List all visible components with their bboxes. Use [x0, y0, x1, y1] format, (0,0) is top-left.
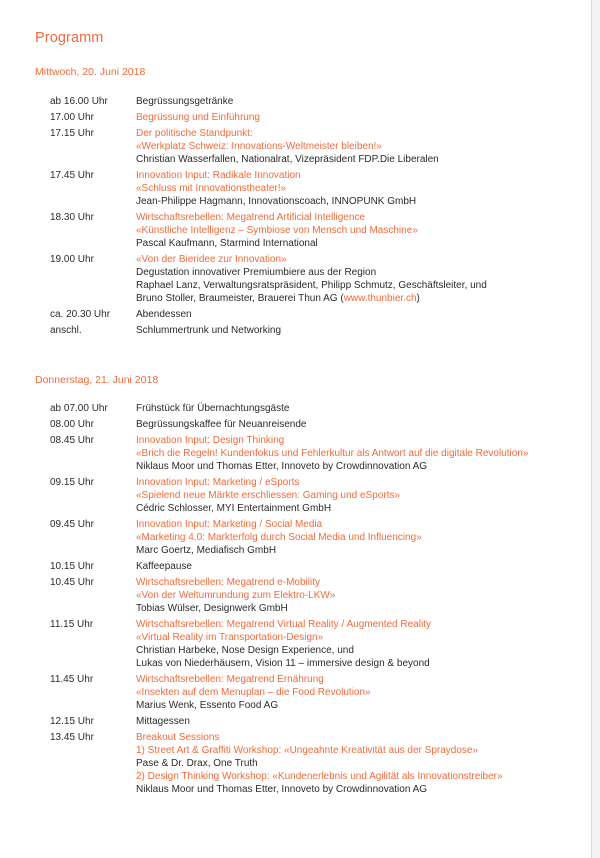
line-text: Wirtschaftsrebellen: Megatrend Artificial Intelligence: [136, 212, 365, 223]
schedule-thursday: [0, 402, 591, 796]
session-title: [136, 182, 576, 195]
session-title: [136, 770, 576, 783]
schedule-row: [0, 518, 591, 557]
schedule-row: [0, 211, 591, 250]
schedule-content: [136, 402, 576, 415]
session-title: [136, 140, 576, 153]
line-text: Marius Wenk, Essento Food AG: [136, 700, 279, 711]
session-detail: [136, 715, 576, 728]
session-title: [136, 618, 576, 631]
schedule-content: [136, 324, 576, 337]
schedule-content: [136, 518, 576, 557]
session-title: [136, 744, 576, 757]
session-title: [136, 211, 576, 224]
line-text: Pascal Kaufmann, Starmind International: [136, 238, 318, 249]
schedule-time: 19.00 Uhr: [50, 254, 94, 265]
session-detail: [136, 402, 576, 415]
schedule-row: [0, 715, 591, 728]
session-detail: [136, 418, 576, 431]
schedule-row: [0, 127, 591, 166]
schedule-time: anschl.: [50, 325, 82, 336]
line-text: Wirtschaftsrebellen: Megatrend Virtual Reality / Augmented Reality: [136, 619, 431, 630]
schedule-wednesday: [0, 95, 591, 337]
schedule-time: 08.45 Uhr: [50, 435, 94, 446]
schedule-content: [136, 476, 576, 515]
session-detail: [136, 153, 576, 166]
line-text: Raphael Lanz, Verwaltungsratspräsident, Philipp Schmutz, Geschäftsleiter, und: [136, 280, 487, 291]
schedule-content: [136, 434, 576, 473]
line-text: Schlummertrunk und Networking: [136, 325, 282, 336]
line-text: Lukas von Niederhäusern, Vision 11 – immersive design & beyond: [136, 658, 430, 669]
schedule-time: 18.30 Uhr: [50, 212, 94, 223]
session-detail: [136, 544, 576, 557]
schedule-time: 10.15 Uhr: [50, 561, 94, 572]
schedule-content: [136, 673, 576, 712]
schedule-content: [136, 253, 576, 305]
schedule-time: 17.45 Uhr: [50, 170, 94, 181]
session-title: [136, 447, 576, 460]
line-text: Frühstück für Übernachtungsgäste: [136, 403, 290, 414]
session-detail: [136, 699, 576, 712]
session-title: [136, 434, 576, 447]
line-text: 2) Design Thinking Workshop: «Kundenerlebnis und Agilität als Innovationstreiber»: [136, 771, 503, 782]
schedule-time: 11.45 Uhr: [50, 674, 94, 685]
schedule-row: [0, 169, 591, 208]
schedule-content: [136, 618, 576, 670]
schedule-time: 17.00 Uhr: [50, 112, 94, 123]
session-detail: [136, 602, 576, 615]
session-title: [136, 224, 576, 237]
line-text: «Schluss mit Innovationstheater!»: [136, 183, 287, 194]
schedule-content: [136, 418, 576, 431]
line-text: Innovation Input: Marketing / Social Media: [136, 519, 323, 530]
schedule-row: [0, 418, 591, 431]
schedule-content: [136, 715, 576, 728]
line-text: Bruno Stoller, Braumeister, Brauerei Thun AG (: [136, 293, 344, 304]
line-text: Innovation Input: Radikale Innovation: [136, 170, 301, 181]
line-text: «Werkplatz Schweiz: Innovations-Weltmeister bleiben!»: [136, 141, 382, 152]
session-detail: [136, 279, 576, 292]
schedule-time: 13.45 Uhr: [50, 732, 94, 743]
session-detail: [136, 95, 576, 108]
line-text: Begrüssung und Einführung: [136, 112, 260, 123]
schedule-content: [136, 127, 576, 166]
session-title: [136, 673, 576, 686]
session-title: [136, 111, 576, 124]
schedule-row: [0, 576, 591, 615]
session-detail: [136, 560, 576, 573]
schedule-row: [0, 476, 591, 515]
schedule-row: [0, 324, 591, 337]
line-text: Mittagessen: [136, 716, 190, 727]
line-text: Pase & Dr. Drax, One Truth: [136, 758, 258, 769]
schedule-row: [0, 253, 591, 305]
session-title: [136, 476, 576, 489]
line-text: Cédric Schlosser, MYI Entertainment GmbH: [136, 503, 332, 514]
line-text: Marc Goertz, Mediafisch GmbH: [136, 545, 277, 556]
schedule-row: [0, 731, 591, 796]
page-title: Programm: [35, 30, 104, 46]
schedule-time: 11.15 Uhr: [50, 619, 94, 630]
line-text: Tobias Wülser, Designwerk GmbH: [136, 603, 288, 614]
schedule-time: ca. 20.30 Uhr: [50, 309, 111, 320]
session-detail: [136, 657, 576, 670]
line-text: «Marketing 4.0: Markterfolg durch Social Media und Influencing»: [136, 532, 422, 543]
website-link[interactable]: www.thunbier.ch: [343, 293, 417, 304]
session-detail: [136, 266, 576, 279]
line-text: Der politische Standpunkt:: [136, 128, 253, 139]
schedule-content: [136, 95, 576, 108]
schedule-row: [0, 673, 591, 712]
line-text: Christian Harbeke, Nose Design Experience, und: [136, 645, 354, 656]
schedule-time: 09.45 Uhr: [50, 519, 94, 530]
schedule-row: [0, 308, 591, 321]
schedule-row: [0, 111, 591, 124]
line-text: Innovation Input: Design Thinking: [136, 435, 285, 446]
line-text: Degustation innovativer Premiumbiere aus der Region: [136, 267, 377, 278]
schedule-time: 08.00 Uhr: [50, 419, 94, 430]
line-text: «Brich die Regeln! Kundenfokus und Fehlerkultur als Antwort auf die digitale Revolution»: [136, 448, 529, 459]
line-text: «Von der Weltumrundung zum Elektro-LKW»: [136, 590, 336, 601]
session-title: [136, 589, 576, 602]
schedule-content: [136, 211, 576, 250]
schedule-time: 09.15 Uhr: [50, 477, 94, 488]
session-detail: [136, 324, 576, 337]
line-text: Jean-Philippe Hagmann, Innovationscoach, INNOPUNK GmbH: [136, 196, 417, 207]
schedule-row: [0, 402, 591, 415]
session-title: [136, 731, 576, 744]
line-text-suffix: ): [416, 293, 420, 304]
session-title: [136, 686, 576, 699]
line-text: «Virtual Reality im Transportation-Design»: [136, 632, 324, 643]
line-text: «Künstliche Intelligenz – Symbiose von Mensch und Maschine»: [136, 225, 418, 236]
line-text: Wirtschaftsrebellen: Megatrend e-Mobility: [136, 577, 320, 588]
day-heading-wednesday: Mittwoch, 20. Juni 2018: [35, 66, 146, 78]
schedule-time: 10.45 Uhr: [50, 577, 94, 588]
schedule-content: [136, 576, 576, 615]
line-text: Begrüssungskaffee für Neuanreisende: [136, 419, 307, 430]
line-text: Kaffeepause: [136, 561, 192, 572]
session-detail: [136, 237, 576, 250]
schedule-content: [136, 111, 576, 124]
schedule-content: [136, 731, 576, 796]
schedule-row: [0, 95, 591, 108]
session-detail: [136, 308, 576, 321]
session-title: [136, 531, 576, 544]
schedule-time: ab 16.00 Uhr: [50, 96, 108, 107]
session-detail: [136, 757, 576, 770]
session-detail: [136, 195, 576, 208]
session-detail: [136, 644, 576, 657]
session-title: [136, 518, 576, 531]
line-text: Wirtschaftsrebellen: Megatrend Ernährung: [136, 674, 324, 685]
schedule-content: [136, 308, 576, 321]
schedule-row: [0, 434, 591, 473]
schedule-content: [136, 560, 576, 573]
line-text: Niklaus Moor und Thomas Etter, Innoveto by Crowdinnovation AG: [136, 461, 428, 472]
line-text: «Spielend neue Märkte erschliessen: Gaming und eSports»: [136, 490, 401, 501]
line-text: Innovation Input: Marketing / eSports: [136, 477, 300, 488]
session-title: [136, 489, 576, 502]
line-text: Niklaus Moor und Thomas Etter, Innoveto by Crowdinnovation AG: [136, 784, 428, 795]
schedule-time: ab 07.00 Uhr: [50, 403, 108, 414]
schedule-row: [0, 618, 591, 670]
session-title: [136, 631, 576, 644]
line-text: «Insekten auf dem Menuplan – die Food Revolution»: [136, 687, 371, 698]
session-detail: [136, 292, 576, 305]
session-detail: [136, 502, 576, 515]
session-title: [136, 127, 576, 140]
schedule-row: [0, 560, 591, 573]
line-text: «Von der Bieridee zur Innovation»: [136, 254, 287, 265]
line-text: 1) Street Art & Graffiti Workshop: «Ungeahnte Kreativität aus der Spraydose»: [136, 745, 479, 756]
line-text: Begrüssungsgetränke: [136, 96, 234, 107]
line-text: Breakout Sessions: [136, 732, 220, 743]
session-detail: [136, 460, 576, 473]
session-title: [136, 576, 576, 589]
line-text: Abendessen: [136, 309, 192, 320]
day-heading-thursday: Donnerstag, 21. Juni 2018: [35, 374, 159, 386]
line-text: Christian Wasserfallen, Nationalrat, Vizepräsident FDP.Die Liberalen: [136, 154, 439, 165]
schedule-content: [136, 169, 576, 208]
schedule-time: 12.15 Uhr: [50, 716, 94, 727]
schedule-time: 17.15 Uhr: [50, 128, 94, 139]
session-detail: [136, 783, 576, 796]
session-title: [136, 169, 576, 182]
session-title: [136, 253, 576, 266]
